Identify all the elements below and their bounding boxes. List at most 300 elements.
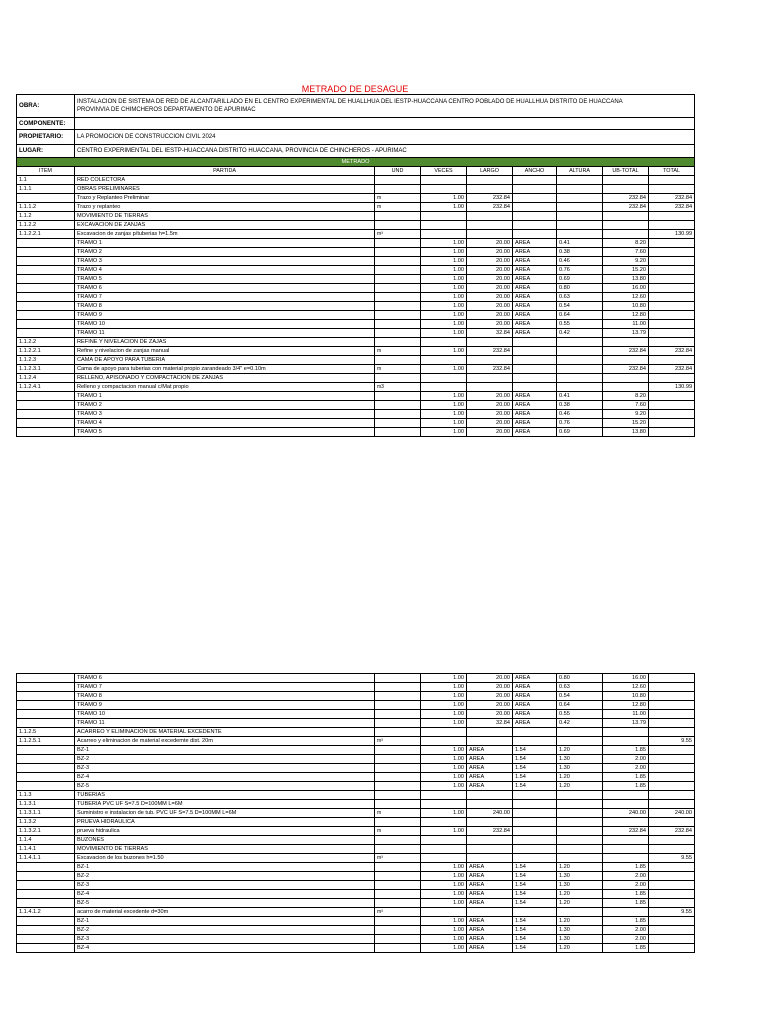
cell-item: 1.1.2.2.1 (17, 347, 75, 356)
cell-largo: 32.84 (467, 719, 513, 728)
cell-total: 232.84 (649, 827, 695, 836)
cell-veces: 1.00 (421, 764, 467, 773)
col-und: UND (375, 167, 421, 176)
cell-veces: 1.00 (421, 329, 467, 338)
cell-subtotal: 2.00 (603, 764, 649, 773)
cell-altura: 0.38 (557, 248, 603, 257)
cell-partida: BZ-3 (75, 935, 375, 944)
cell-ancho (513, 728, 557, 737)
table-row (17, 800, 695, 809)
cell-item: 1.1.3 (17, 791, 75, 800)
cell-altura: 1.30 (557, 872, 603, 881)
cell-largo (467, 176, 513, 185)
cell-und: m³ (375, 230, 421, 239)
cell-subtotal (603, 737, 649, 746)
cell-subtotal: 2.00 (603, 935, 649, 944)
cell-altura: 0.64 (557, 311, 603, 320)
cell-altura: 1.20 (557, 863, 603, 872)
cell-largo (467, 185, 513, 194)
cell-ancho (513, 212, 557, 221)
table-row (17, 410, 695, 419)
table-row (17, 755, 695, 764)
cell-item: 1.1.2.3 (17, 356, 75, 365)
cell-total: 9.55 (649, 737, 695, 746)
cell-partida: TRAMO 2 (75, 248, 375, 257)
cell-ancho: 1.54 (513, 755, 557, 764)
cell-partida: TRAMO 6 (75, 674, 375, 683)
cell-subtotal (603, 845, 649, 854)
cell-ancho (513, 365, 557, 374)
cell-subtotal: 1.85 (603, 944, 649, 953)
cell-veces: 1.00 (421, 827, 467, 836)
cell-item: 1.1.2.5 (17, 728, 75, 737)
cell-altura (557, 347, 603, 356)
cell-subtotal: 1.85 (603, 863, 649, 872)
cell-partida: REFINE Y NIVELACION DE ZAJAS (75, 338, 375, 347)
table-row (17, 746, 695, 755)
col-partida: PARTIDA (75, 167, 375, 176)
cell-total (649, 302, 695, 311)
cell-total (649, 212, 695, 221)
cell-partida: BZ-1 (75, 917, 375, 926)
cell-veces: 1.00 (421, 872, 467, 881)
cell-veces (421, 818, 467, 827)
cell-und (375, 419, 421, 428)
cell-largo (467, 221, 513, 230)
cell-partida: MOVIMIENTO DE TIERRAS (75, 845, 375, 854)
cell-veces: 1.00 (421, 320, 467, 329)
table-row (17, 710, 695, 719)
cell-veces: 1.00 (421, 935, 467, 944)
cell-total (649, 890, 695, 899)
table-row (17, 701, 695, 710)
cell-altura: 0.55 (557, 320, 603, 329)
cell-altura: 1.30 (557, 764, 603, 773)
cell-partida: CAMA DE APOYO PARA TUBERIA (75, 356, 375, 365)
cell-und: m3 (375, 383, 421, 392)
col-item: ITEM (17, 167, 75, 176)
cell-altura (557, 230, 603, 239)
table-row (17, 791, 695, 800)
cell-largo: 20.00 (467, 239, 513, 248)
cell-partida: BZ-1 (75, 863, 375, 872)
cell-subtotal: 1.85 (603, 782, 649, 791)
cell-subtotal: 7.60 (603, 248, 649, 257)
cell-ancho: 1.54 (513, 746, 557, 755)
table-row (17, 944, 695, 953)
cell-item (17, 863, 75, 872)
cell-und (375, 185, 421, 194)
cell-und (375, 719, 421, 728)
cell-ancho (513, 176, 557, 185)
table-row (17, 311, 695, 320)
cell-und: m (375, 365, 421, 374)
cell-und: m³ (375, 854, 421, 863)
cell-ancho: AREA (513, 302, 557, 311)
cell-altura: 0.41 (557, 239, 603, 248)
cell-veces (421, 791, 467, 800)
cell-largo: 20.00 (467, 266, 513, 275)
cell-subtotal: 2.00 (603, 926, 649, 935)
cell-ancho: AREA (513, 719, 557, 728)
cell-total (649, 899, 695, 908)
cell-total: 232.84 (649, 347, 695, 356)
table-row (17, 401, 695, 410)
cell-partida: EXCAVACION DE ZANJAS (75, 221, 375, 230)
cell-veces (421, 185, 467, 194)
table-row (17, 221, 695, 230)
cell-veces: 1.00 (421, 944, 467, 953)
cell-und (375, 293, 421, 302)
cell-total (649, 320, 695, 329)
page-title: METRADO DE DESAGUE (301, 84, 409, 94)
cell-item: 1.1.2.3.1 (17, 365, 75, 374)
cell-partida: OBRAS PRELIMINARES (75, 185, 375, 194)
cell-subtotal: 1.85 (603, 917, 649, 926)
cell-ancho (513, 737, 557, 746)
cell-subtotal (603, 836, 649, 845)
cell-largo: 20.00 (467, 275, 513, 284)
obra-line-2: PROVINVIA DE CHIMCHEROS DEPARTAMENTO DE APURIMAC (77, 107, 256, 113)
cell-und (375, 926, 421, 935)
cell-partida: TRAMO 4 (75, 419, 375, 428)
cell-altura: 1.20 (557, 917, 603, 926)
cell-ancho: AREA (513, 710, 557, 719)
cell-total (649, 719, 695, 728)
obra-row (17, 95, 695, 118)
cell-ancho: 1.54 (513, 881, 557, 890)
cell-largo (467, 374, 513, 383)
cell-partida: TRAMO 1 (75, 239, 375, 248)
table-row (17, 248, 695, 257)
cell-largo: 232.84 (467, 203, 513, 212)
cell-subtotal (603, 854, 649, 863)
cell-partida: BZ-5 (75, 899, 375, 908)
cell-und (375, 401, 421, 410)
cell-largo: 20.00 (467, 710, 513, 719)
cell-total (649, 818, 695, 827)
cell-und: m (375, 203, 421, 212)
cell-partida: Excavacion de los buzones h=1.50 (75, 854, 375, 863)
cell-subtotal: 232.84 (603, 827, 649, 836)
cell-partida: TRAMO 8 (75, 302, 375, 311)
cell-subtotal (603, 818, 649, 827)
cell-largo: AREA (467, 881, 513, 890)
cell-und (375, 800, 421, 809)
cell-ancho: 1.54 (513, 782, 557, 791)
table-row (17, 728, 695, 737)
cell-largo: 232.84 (467, 194, 513, 203)
cell-partida: BZ-4 (75, 944, 375, 953)
cell-und (375, 302, 421, 311)
table-row (17, 872, 695, 881)
cell-altura (557, 221, 603, 230)
cell-total (649, 944, 695, 953)
cell-subtotal (603, 800, 649, 809)
cell-und (375, 338, 421, 347)
cell-largo (467, 737, 513, 746)
cell-item: 1.1.3.2 (17, 818, 75, 827)
cell-total (649, 401, 695, 410)
cell-ancho: AREA (513, 311, 557, 320)
cell-partida: TRAMO 10 (75, 710, 375, 719)
cell-item: 1.1.2.2.1 (17, 230, 75, 239)
table-row (17, 935, 695, 944)
cell-und (375, 917, 421, 926)
cell-altura (557, 845, 603, 854)
table-row (17, 239, 695, 248)
cell-partida: Acarreo y eliminacion de material excedemte dist. 20m (75, 737, 375, 746)
cell-altura: 1.30 (557, 926, 603, 935)
cell-total (649, 683, 695, 692)
table-row (17, 275, 695, 284)
cell-veces: 1.00 (421, 881, 467, 890)
cell-veces (421, 374, 467, 383)
cell-altura (557, 809, 603, 818)
cell-ancho: 1.54 (513, 872, 557, 881)
cell-partida: Suministro e instalacion de tub. PVC UF S=7.5 D=100MM L=6M (75, 809, 375, 818)
cell-item (17, 410, 75, 419)
cell-partida: TRAMO 3 (75, 257, 375, 266)
metrado-band (17, 158, 695, 167)
cell-veces: 1.00 (421, 347, 467, 356)
cell-partida: TRAMO 6 (75, 284, 375, 293)
cell-item: 1.1.3.1.1 (17, 809, 75, 818)
cell-largo (467, 356, 513, 365)
cell-largo: 20.00 (467, 674, 513, 683)
cell-und (375, 257, 421, 266)
cell-largo: AREA (467, 944, 513, 953)
cell-largo: AREA (467, 917, 513, 926)
cell-item (17, 917, 75, 926)
table-row (17, 917, 695, 926)
cell-item: 1.1.2.2 (17, 338, 75, 347)
cell-item (17, 701, 75, 710)
cell-subtotal: 9.20 (603, 410, 649, 419)
cell-altura: 0.46 (557, 410, 603, 419)
cell-ancho (513, 194, 557, 203)
cell-subtotal (603, 791, 649, 800)
cell-item (17, 329, 75, 338)
cell-subtotal: 12.80 (603, 311, 649, 320)
cell-item (17, 674, 75, 683)
cell-item (17, 257, 75, 266)
cell-veces (421, 800, 467, 809)
cell-altura (557, 791, 603, 800)
cell-item (17, 248, 75, 257)
cell-altura (557, 212, 603, 221)
table-row (17, 818, 695, 827)
cell-ancho: AREA (513, 329, 557, 338)
cell-altura: 0.63 (557, 683, 603, 692)
cell-und (375, 710, 421, 719)
cell-und (375, 275, 421, 284)
cell-largo: AREA (467, 773, 513, 782)
cell-item: 1.1 (17, 176, 75, 185)
cell-ancho: AREA (513, 275, 557, 284)
cell-total (649, 701, 695, 710)
table-row (17, 863, 695, 872)
cell-partida: Cama de apoyo para tuberias con material propio zarandeado 3/4" e=0.10m (75, 365, 375, 374)
cell-partida: BZ-3 (75, 764, 375, 773)
cell-item (17, 764, 75, 773)
cell-partida: Refine y nivelacion de zanjas manual (75, 347, 375, 356)
cell-und (375, 212, 421, 221)
cell-veces: 1.00 (421, 719, 467, 728)
cell-altura (557, 356, 603, 365)
cell-altura (557, 818, 603, 827)
cell-ancho (513, 383, 557, 392)
cell-und (375, 872, 421, 881)
cell-total: 232.84 (649, 194, 695, 203)
cell-total (649, 338, 695, 347)
cell-altura: 1.30 (557, 755, 603, 764)
cell-ancho: 1.54 (513, 944, 557, 953)
cell-ancho: AREA (513, 674, 557, 683)
cell-total (649, 755, 695, 764)
cell-total (649, 773, 695, 782)
cell-subtotal: 232.84 (603, 194, 649, 203)
cell-total (649, 185, 695, 194)
cell-total (649, 872, 695, 881)
cell-largo: AREA (467, 899, 513, 908)
table-row (17, 827, 695, 836)
cell-ancho (513, 908, 557, 917)
cell-subtotal: 10.80 (603, 692, 649, 701)
cell-subtotal: 1.85 (603, 746, 649, 755)
cell-partida: BZ-1 (75, 746, 375, 755)
cell-altura: 0.76 (557, 266, 603, 275)
cell-partida: BZ-5 (75, 782, 375, 791)
cell-total: 130.99 (649, 230, 695, 239)
cell-subtotal: 232.84 (603, 347, 649, 356)
cell-total (649, 800, 695, 809)
table-row (17, 365, 695, 374)
cell-total (649, 710, 695, 719)
cell-und (375, 890, 421, 899)
cell-item (17, 926, 75, 935)
cell-partida: ACARREO Y ELIMINACION DE MATERIAL EXCEDENTE (75, 728, 375, 737)
cell-ancho: 1.54 (513, 773, 557, 782)
cell-altura (557, 728, 603, 737)
cell-item: 1.1.2.2 (17, 221, 75, 230)
componente-label: COMPONENTE: (17, 118, 75, 130)
cell-und (375, 701, 421, 710)
cell-total (649, 284, 695, 293)
cell-ancho: AREA (513, 320, 557, 329)
cell-ancho (513, 221, 557, 230)
cell-item: 1.1.4.1.1 (17, 854, 75, 863)
cell-veces: 1.00 (421, 275, 467, 284)
cell-und: m (375, 809, 421, 818)
cell-veces (421, 908, 467, 917)
cell-total (649, 311, 695, 320)
cell-und (375, 329, 421, 338)
cell-ancho (513, 845, 557, 854)
cell-ancho (513, 374, 557, 383)
obra-label: OBRA: (17, 95, 75, 118)
cell-largo: AREA (467, 890, 513, 899)
cell-ancho (513, 809, 557, 818)
cell-largo: 232.84 (467, 347, 513, 356)
cell-total (649, 782, 695, 791)
cell-total (649, 257, 695, 266)
cell-veces: 1.00 (421, 248, 467, 257)
cell-ancho: AREA (513, 401, 557, 410)
cell-total (649, 221, 695, 230)
cell-altura: 0.42 (557, 329, 603, 338)
cell-ancho: AREA (513, 293, 557, 302)
cell-item: 1.1.3.2.1 (17, 827, 75, 836)
cell-veces: 1.00 (421, 710, 467, 719)
cell-largo (467, 818, 513, 827)
cell-und (375, 782, 421, 791)
metrado-band-label: METRADO (17, 158, 695, 167)
cell-item (17, 311, 75, 320)
cell-largo (467, 230, 513, 239)
cell-total (649, 863, 695, 872)
table-row (17, 302, 695, 311)
cell-altura: 1.20 (557, 746, 603, 755)
cell-und (375, 791, 421, 800)
cell-und (375, 176, 421, 185)
cell-altura: 1.20 (557, 944, 603, 953)
cell-subtotal: 13.79 (603, 719, 649, 728)
cell-ancho (513, 347, 557, 356)
cell-total (649, 926, 695, 935)
cell-und (375, 881, 421, 890)
cell-partida: TRAMO 3 (75, 410, 375, 419)
cell-veces (421, 221, 467, 230)
cell-subtotal: 8.20 (603, 392, 649, 401)
col-largo: LARGO (467, 167, 513, 176)
table-row (17, 692, 695, 701)
cell-veces: 1.00 (421, 194, 467, 203)
cell-partida: TUBERIAS (75, 791, 375, 800)
obra-value (75, 95, 695, 118)
cell-altura (557, 176, 603, 185)
cell-veces (421, 836, 467, 845)
cell-veces: 1.00 (421, 428, 467, 437)
cell-partida: TRAMO 5 (75, 428, 375, 437)
cell-total (649, 329, 695, 338)
cell-partida: PRUEVA HIDRAULICA (75, 818, 375, 827)
cell-total (649, 692, 695, 701)
cell-partida: Relleno y compactacion manual c/Mat propio (75, 383, 375, 392)
cell-largo: 240.00 (467, 809, 513, 818)
cell-veces: 1.00 (421, 203, 467, 212)
cell-total (649, 419, 695, 428)
cell-partida: TRAMO 2 (75, 401, 375, 410)
lugar-label: LUGAR: (17, 145, 75, 158)
cell-item: 1.1.1 (17, 185, 75, 194)
cell-altura (557, 908, 603, 917)
cell-veces: 1.00 (421, 899, 467, 908)
cell-item (17, 194, 75, 203)
cell-subtotal (603, 338, 649, 347)
cell-total (649, 239, 695, 248)
cell-subtotal: 240.00 (603, 809, 649, 818)
cell-veces: 1.00 (421, 782, 467, 791)
cell-item (17, 683, 75, 692)
cell-largo: AREA (467, 782, 513, 791)
cell-altura: 0.76 (557, 419, 603, 428)
cell-subtotal: 12.80 (603, 701, 649, 710)
table-row (17, 845, 695, 854)
cell-partida: TRAMO 5 (75, 275, 375, 284)
cell-largo: AREA (467, 764, 513, 773)
cell-subtotal: 232.84 (603, 365, 649, 374)
